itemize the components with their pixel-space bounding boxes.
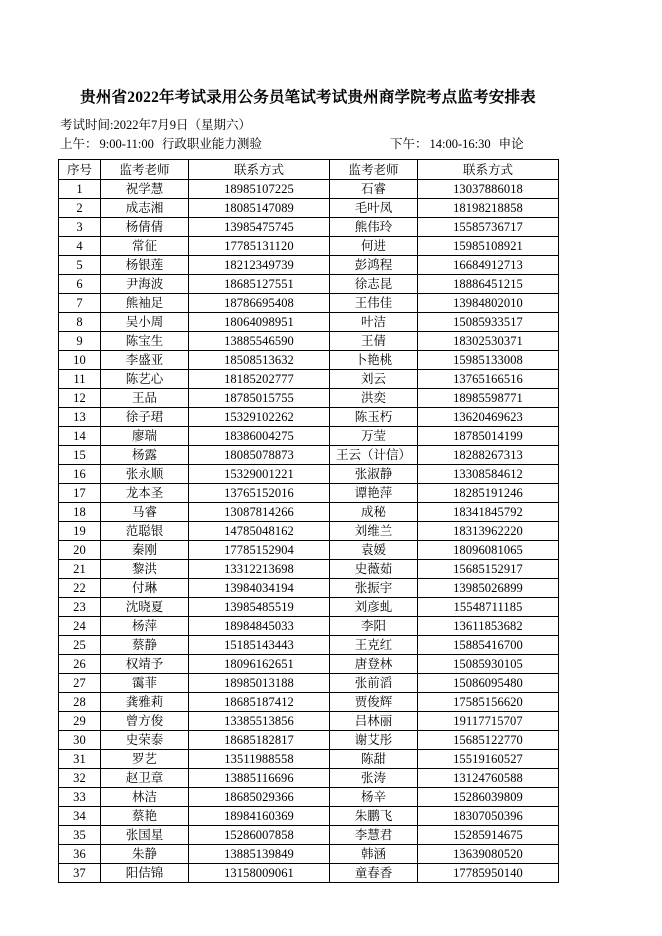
cell-invigilator-name-1: 吴小周: [101, 313, 189, 332]
table-row: [59, 541, 559, 560]
cell-invigilator-name-1: 李盛亚: [101, 351, 189, 370]
cell-invigilator-phone-1: 13765152016: [189, 484, 330, 503]
cell-invigilator-phone-1: 18386004275: [189, 427, 330, 446]
cell-invigilator-phone-2: 13765166516: [418, 370, 559, 389]
cell-seq: 29: [59, 712, 101, 731]
cell-invigilator-phone-1: 15286007858: [189, 826, 330, 845]
cell-invigilator-phone-1: 13885546590: [189, 332, 330, 351]
cell-invigilator-phone-1: 13984034194: [189, 579, 330, 598]
cell-invigilator-phone-2: 15086095480: [418, 674, 559, 693]
cell-invigilator-name-2: 李阳: [330, 617, 418, 636]
table-row: [59, 351, 559, 370]
cell-seq: 34: [59, 807, 101, 826]
table-row: [59, 731, 559, 750]
cell-invigilator-name-1: 龚雅莉: [101, 693, 189, 712]
cell-invigilator-name-2: 刘维兰: [330, 522, 418, 541]
cell-invigilator-phone-2: 18341845792: [418, 503, 559, 522]
cell-invigilator-name-1: 权靖予: [101, 655, 189, 674]
cell-seq: 17: [59, 484, 101, 503]
cell-seq: 3: [59, 218, 101, 237]
cell-invigilator-phone-1: 14785048162: [189, 522, 330, 541]
cell-invigilator-name-2: 毛叶凤: [330, 199, 418, 218]
cell-invigilator-phone-1: 13158009061: [189, 864, 330, 883]
table-header-row: [59, 160, 559, 180]
cell-invigilator-name-1: 朱静: [101, 845, 189, 864]
cell-invigilator-phone-2: 18313962220: [418, 522, 559, 541]
cell-invigilator-phone-1: 18685029366: [189, 788, 330, 807]
cell-seq: 15: [59, 446, 101, 465]
cell-seq: 30: [59, 731, 101, 750]
cell-invigilator-name-2: 张淑静: [330, 465, 418, 484]
cell-seq: 22: [59, 579, 101, 598]
cell-seq: 7: [59, 294, 101, 313]
cell-invigilator-phone-2: 18985598771: [418, 389, 559, 408]
table-row: [59, 275, 559, 294]
cell-invigilator-phone-2: 15985133008: [418, 351, 559, 370]
cell-invigilator-phone-2: 13037886018: [418, 180, 559, 199]
cell-invigilator-name-2: 贾俊辉: [330, 693, 418, 712]
cell-invigilator-phone-2: 18785014199: [418, 427, 559, 446]
cell-seq: 35: [59, 826, 101, 845]
cell-invigilator-phone-1: 18085147089: [189, 199, 330, 218]
cell-seq: 11: [59, 370, 101, 389]
cell-invigilator-phone-2: 18285191246: [418, 484, 559, 503]
column-header-phone-2: 联系方式: [418, 160, 559, 180]
table-row: [59, 750, 559, 769]
cell-invigilator-name-1: 林洁: [101, 788, 189, 807]
table-row: [59, 598, 559, 617]
table-row: [59, 408, 559, 427]
cell-invigilator-phone-2: 17585156620: [418, 693, 559, 712]
invigilator-schedule-table: [58, 159, 559, 883]
cell-invigilator-phone-1: 18984160369: [189, 807, 330, 826]
cell-invigilator-name-1: 史荣泰: [101, 731, 189, 750]
cell-invigilator-name-1: 祝学慧: [101, 180, 189, 199]
cell-invigilator-phone-1: 18685187412: [189, 693, 330, 712]
cell-seq: 18: [59, 503, 101, 522]
cell-invigilator-name-1: 蔡艳: [101, 807, 189, 826]
cell-invigilator-phone-1: 18185202777: [189, 370, 330, 389]
table-row: [59, 389, 559, 408]
cell-seq: 9: [59, 332, 101, 351]
cell-invigilator-phone-1: 18786695408: [189, 294, 330, 313]
cell-seq: 24: [59, 617, 101, 636]
cell-invigilator-phone-1: 15329001221: [189, 465, 330, 484]
cell-invigilator-name-1: 霭菲: [101, 674, 189, 693]
cell-invigilator-name-2: 杨辛: [330, 788, 418, 807]
cell-invigilator-name-2: 彭鸿程: [330, 256, 418, 275]
cell-seq: 32: [59, 769, 101, 788]
cell-invigilator-name-1: 常征: [101, 237, 189, 256]
cell-invigilator-phone-2: 13985026899: [418, 579, 559, 598]
cell-invigilator-name-2: 谢艾彤: [330, 731, 418, 750]
cell-invigilator-phone-2: 18198218858: [418, 199, 559, 218]
cell-invigilator-phone-2: 15885416700: [418, 636, 559, 655]
cell-invigilator-name-2: 张前滔: [330, 674, 418, 693]
column-header-name-2: 监考老师: [330, 160, 418, 180]
cell-invigilator-phone-1: 18984845033: [189, 617, 330, 636]
cell-invigilator-phone-2: 15585736717: [418, 218, 559, 237]
cell-seq: 6: [59, 275, 101, 294]
cell-invigilator-name-1: 杨萍: [101, 617, 189, 636]
cell-invigilator-phone-2: 15085930105: [418, 655, 559, 674]
cell-invigilator-phone-1: 13087814266: [189, 503, 330, 522]
cell-invigilator-phone-1: 18785015755: [189, 389, 330, 408]
table-row: [59, 864, 559, 883]
table-row: [59, 693, 559, 712]
column-header-name-1: 监考老师: [101, 160, 189, 180]
cell-invigilator-name-2: 唐登林: [330, 655, 418, 674]
table-row: [59, 180, 559, 199]
table-row: [59, 788, 559, 807]
cell-invigilator-phone-1: 13385513856: [189, 712, 330, 731]
cell-invigilator-phone-2: 13639080520: [418, 845, 559, 864]
table-row: [59, 769, 559, 788]
cell-invigilator-phone-2: 19117715707: [418, 712, 559, 731]
table-row: [59, 332, 559, 351]
cell-invigilator-name-1: 廖瑞: [101, 427, 189, 446]
cell-invigilator-phone-2: 16684912713: [418, 256, 559, 275]
cell-invigilator-phone-1: 13511988558: [189, 750, 330, 769]
cell-invigilator-name-2: 史薇茹: [330, 560, 418, 579]
cell-invigilator-phone-2: 15285914675: [418, 826, 559, 845]
table-row: [59, 484, 559, 503]
cell-invigilator-name-1: 付琳: [101, 579, 189, 598]
cell-invigilator-name-2: 叶洁: [330, 313, 418, 332]
table-row: [59, 313, 559, 332]
cell-seq: 4: [59, 237, 101, 256]
cell-invigilator-name-2: 袁媛: [330, 541, 418, 560]
afternoon-session-subject: 申论: [498, 137, 524, 151]
cell-invigilator-phone-2: 15548711185: [418, 598, 559, 617]
cell-seq: 36: [59, 845, 101, 864]
cell-invigilator-phone-1: 17785131120: [189, 237, 330, 256]
cell-invigilator-phone-2: 18302530371: [418, 332, 559, 351]
cell-invigilator-phone-1: 18085078873: [189, 446, 330, 465]
cell-invigilator-phone-2: 18886451215: [418, 275, 559, 294]
cell-seq: 10: [59, 351, 101, 370]
cell-invigilator-name-1: 成志湘: [101, 199, 189, 218]
cell-seq: 37: [59, 864, 101, 883]
cell-invigilator-phone-2: 15519160527: [418, 750, 559, 769]
table-row: [59, 370, 559, 389]
cell-invigilator-phone-2: 15685152917: [418, 560, 559, 579]
cell-invigilator-name-1: 尹海波: [101, 275, 189, 294]
cell-invigilator-phone-2: 18096081065: [418, 541, 559, 560]
cell-seq: 13: [59, 408, 101, 427]
cell-invigilator-name-1: 蔡静: [101, 636, 189, 655]
table-row: [59, 617, 559, 636]
cell-invigilator-name-1: 阳佶锦: [101, 864, 189, 883]
cell-invigilator-phone-2: 15985108921: [418, 237, 559, 256]
cell-seq: 21: [59, 560, 101, 579]
column-header-seq: 序号: [59, 160, 101, 180]
cell-invigilator-phone-1: 18685182817: [189, 731, 330, 750]
table-row: [59, 237, 559, 256]
cell-seq: 19: [59, 522, 101, 541]
cell-seq: 12: [59, 389, 101, 408]
cell-invigilator-name-2: 刘云: [330, 370, 418, 389]
cell-invigilator-phone-2: 18288267313: [418, 446, 559, 465]
cell-invigilator-phone-1: 18985107225: [189, 180, 330, 199]
cell-invigilator-phone-2: 13308584612: [418, 465, 559, 484]
cell-invigilator-phone-2: 15085933517: [418, 313, 559, 332]
cell-invigilator-name-2: 张涛: [330, 769, 418, 788]
cell-invigilator-phone-2: 13611853682: [418, 617, 559, 636]
table-row: [59, 446, 559, 465]
cell-invigilator-phone-1: 13885139849: [189, 845, 330, 864]
cell-invigilator-phone-1: 18985013188: [189, 674, 330, 693]
cell-invigilator-name-1: 熊袖足: [101, 294, 189, 313]
cell-seq: 14: [59, 427, 101, 446]
cell-seq: 26: [59, 655, 101, 674]
cell-invigilator-name-1: 龙本圣: [101, 484, 189, 503]
cell-invigilator-name-2: 成秘: [330, 503, 418, 522]
cell-invigilator-phone-2: 18307050396: [418, 807, 559, 826]
table-row: [59, 636, 559, 655]
cell-invigilator-name-2: 李慧君: [330, 826, 418, 845]
cell-invigilator-name-2: 万莹: [330, 427, 418, 446]
cell-invigilator-phone-1: 18064098951: [189, 313, 330, 332]
cell-invigilator-phone-2: 17785950140: [418, 864, 559, 883]
cell-invigilator-name-2: 谭艳萍: [330, 484, 418, 503]
table-row: [59, 560, 559, 579]
cell-seq: 27: [59, 674, 101, 693]
table-row: [59, 256, 559, 275]
cell-invigilator-name-2: 石睿: [330, 180, 418, 199]
cell-invigilator-phone-1: 18212349739: [189, 256, 330, 275]
cell-invigilator-name-1: 杨露: [101, 446, 189, 465]
cell-invigilator-name-2: 张振宇: [330, 579, 418, 598]
table-row: [59, 579, 559, 598]
afternoon-session-time: 14:00-16:30: [429, 137, 491, 151]
cell-invigilator-name-2: 韩涵: [330, 845, 418, 864]
exam-date-line: 考试时间:2022年7月9日（星期六）: [60, 118, 251, 132]
cell-seq: 1: [59, 180, 101, 199]
table-row: [59, 712, 559, 731]
table-body: [59, 180, 559, 883]
cell-invigilator-name-1: 张国星: [101, 826, 189, 845]
table-row: [59, 218, 559, 237]
cell-invigilator-name-2: 王云（计信）: [330, 446, 418, 465]
cell-invigilator-name-2: 洪奕: [330, 389, 418, 408]
cell-invigilator-phone-1: 17785152904: [189, 541, 330, 560]
table-row: [59, 655, 559, 674]
cell-invigilator-name-2: 陈甜: [330, 750, 418, 769]
cell-invigilator-name-2: 王克红: [330, 636, 418, 655]
table-row: [59, 465, 559, 484]
table-row: [59, 503, 559, 522]
cell-seq: 8: [59, 313, 101, 332]
cell-invigilator-name-2: 刘彦虬: [330, 598, 418, 617]
cell-invigilator-name-2: 吕林丽: [330, 712, 418, 731]
table-row: [59, 807, 559, 826]
cell-seq: 2: [59, 199, 101, 218]
cell-seq: 33: [59, 788, 101, 807]
cell-invigilator-phone-1: 18096162651: [189, 655, 330, 674]
cell-seq: 20: [59, 541, 101, 560]
cell-invigilator-phone-1: 13312213698: [189, 560, 330, 579]
cell-invigilator-name-2: 卜艳桃: [330, 351, 418, 370]
cell-invigilator-name-2: 王倩: [330, 332, 418, 351]
cell-invigilator-name-1: 沈晓夏: [101, 598, 189, 617]
table-row: [59, 674, 559, 693]
cell-invigilator-name-2: 熊伟玲: [330, 218, 418, 237]
table-row: [59, 294, 559, 313]
cell-invigilator-name-2: 朱鹏飞: [330, 807, 418, 826]
cell-seq: 5: [59, 256, 101, 275]
table-row: [59, 826, 559, 845]
cell-invigilator-phone-1: 15329102262: [189, 408, 330, 427]
cell-invigilator-name-2: 陈玉朽: [330, 408, 418, 427]
cell-invigilator-name-1: 杨倩倩: [101, 218, 189, 237]
cell-invigilator-name-1: 陈艺心: [101, 370, 189, 389]
cell-invigilator-name-1: 秦刚: [101, 541, 189, 560]
cell-invigilator-phone-2: 15685122770: [418, 731, 559, 750]
cell-invigilator-name-2: 徐志昆: [330, 275, 418, 294]
cell-invigilator-phone-2: 13620469623: [418, 408, 559, 427]
cell-invigilator-name-1: 罗艺: [101, 750, 189, 769]
column-header-phone-1: 联系方式: [189, 160, 330, 180]
cell-invigilator-name-1: 陈宝生: [101, 332, 189, 351]
cell-invigilator-name-1: 曾方俊: [101, 712, 189, 731]
cell-invigilator-name-1: 范聪银: [101, 522, 189, 541]
morning-session: [60, 136, 262, 152]
cell-invigilator-name-1: 马睿: [101, 503, 189, 522]
cell-invigilator-phone-1: 15185143443: [189, 636, 330, 655]
cell-seq: 25: [59, 636, 101, 655]
table-row: [59, 845, 559, 864]
cell-invigilator-phone-1: 18508513632: [189, 351, 330, 370]
morning-session-subject: 行政职业能力测验: [161, 137, 262, 151]
cell-invigilator-name-2: 王伟佳: [330, 294, 418, 313]
cell-seq: 31: [59, 750, 101, 769]
cell-invigilator-name-2: 童春香: [330, 864, 418, 883]
table-row: [59, 199, 559, 218]
cell-invigilator-phone-1: 13985475745: [189, 218, 330, 237]
cell-seq: 28: [59, 693, 101, 712]
cell-invigilator-phone-2: 13124760588: [418, 769, 559, 788]
cell-invigilator-phone-1: 13885116696: [189, 769, 330, 788]
cell-invigilator-name-1: 张永顺: [101, 465, 189, 484]
cell-invigilator-name-1: 王品: [101, 389, 189, 408]
afternoon-session: [390, 136, 524, 152]
morning-session-time: 9:00-11:00: [99, 137, 154, 151]
cell-invigilator-phone-1: 18685127551: [189, 275, 330, 294]
cell-seq: 16: [59, 465, 101, 484]
page-title: 贵州省2022年考试录用公务员笔试考试贵州商学院考点监考安排表: [80, 89, 536, 106]
cell-invigilator-name-1: 赵卫章: [101, 769, 189, 788]
cell-invigilator-name-1: 黎洪: [101, 560, 189, 579]
morning-session-label: 上午：: [60, 137, 98, 151]
cell-invigilator-phone-1: 13985485519: [189, 598, 330, 617]
cell-seq: 23: [59, 598, 101, 617]
table-row: [59, 522, 559, 541]
cell-invigilator-name-2: 何进: [330, 237, 418, 256]
cell-invigilator-phone-2: 13984802010: [418, 294, 559, 313]
cell-invigilator-name-1: 杨银莲: [101, 256, 189, 275]
table-header: [59, 160, 559, 180]
cell-invigilator-name-1: 徐子珺: [101, 408, 189, 427]
afternoon-session-label: 下午：: [390, 137, 428, 151]
cell-invigilator-phone-2: 15286039809: [418, 788, 559, 807]
table-row: [59, 427, 559, 446]
